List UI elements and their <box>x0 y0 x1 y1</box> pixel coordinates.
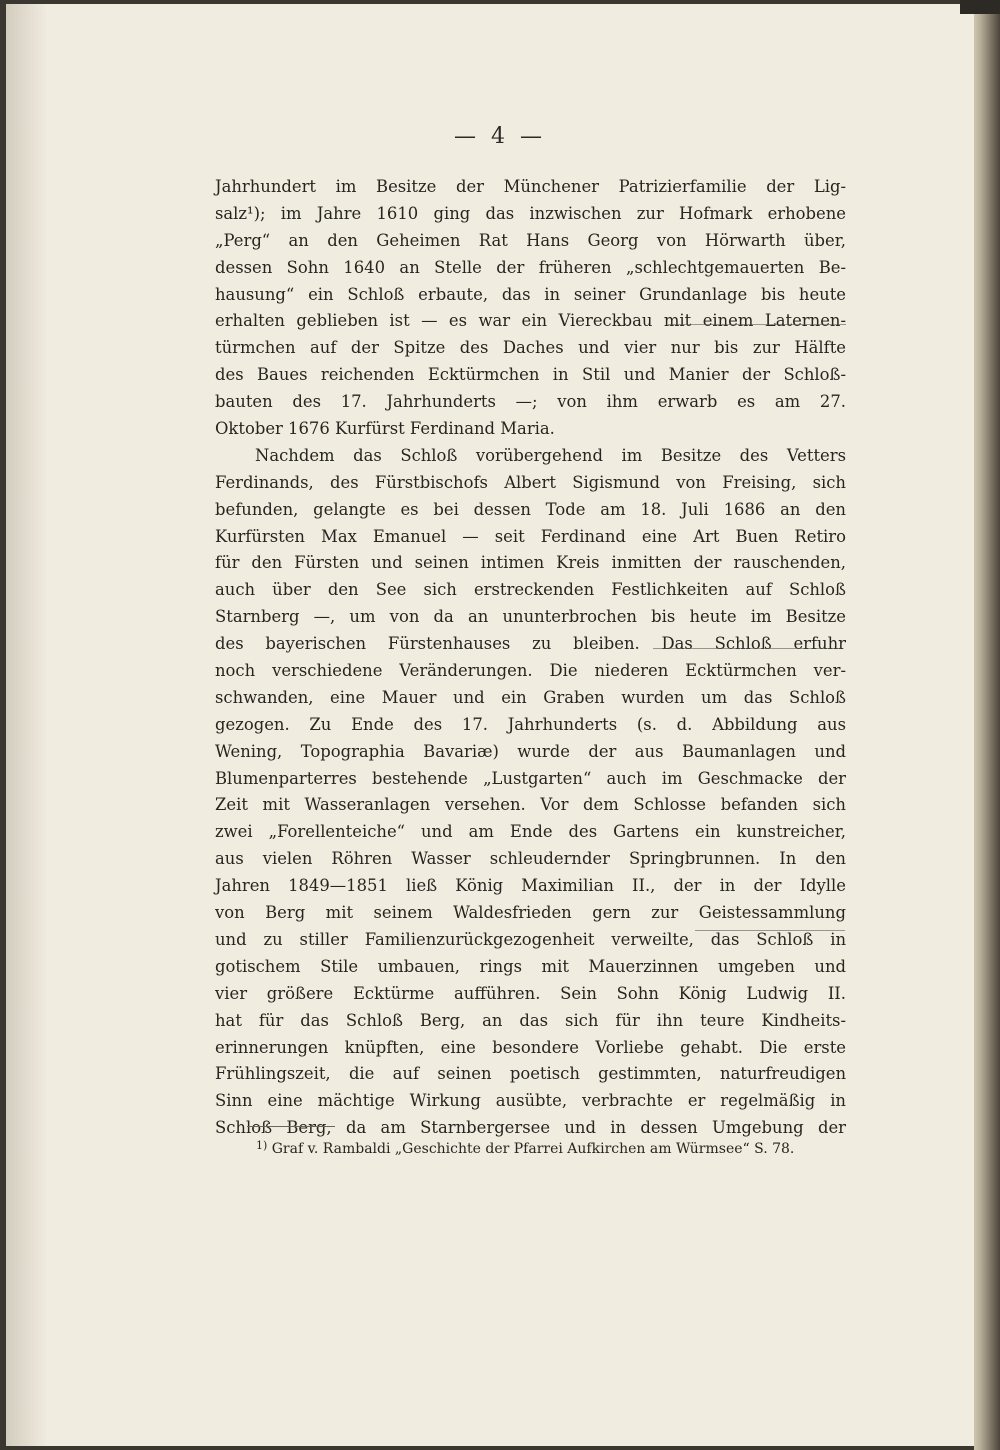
text-line: bauten des 17. Jahrhunderts —; von ihm erwarb es am 27. <box>215 392 846 412</box>
page-number: — 4 — <box>454 124 546 149</box>
text-line: türmchen auf der Spitze des Daches und vier nur bis zur Hälfte <box>215 338 846 358</box>
footnote-rule <box>247 1126 335 1127</box>
text-line: „Perg“ an den Geheimen Rat Hans Georg von Hörwarth über, <box>215 230 846 250</box>
pencil-underline <box>695 930 845 931</box>
text-line: dessen Sohn 1640 an Stelle der früheren „schlechtgemauerten Be- <box>215 257 846 277</box>
text-line: schwanden, eine Mauer und ein Graben wurden um das Schloß <box>215 687 846 707</box>
text-line: auch über den See sich erstreckenden Festlichkeiten auf Schloß <box>215 580 846 600</box>
text-line: gezogen. Zu Ende des 17. Jahrhunderts (s. d. Abbildung aus <box>215 714 846 734</box>
text-line: des bayerischen Fürstenhauses zu bleiben. Das Schloß erfuhr <box>215 634 846 654</box>
text-line: Schloß Berg, da am Starnbergersee und in dessen Umgebung der <box>215 1118 846 1138</box>
footnote <box>256 1138 846 1160</box>
text-line: Wening, Topographia Bavariæ) wurde der aus Baumanlagen und <box>215 741 846 761</box>
pencil-underline <box>653 648 841 649</box>
footnote-text: Graf v. Rambaldi „Geschichte der Pfarrei Aufkirchen am Würmsee“ S. 78. <box>271 1141 795 1157</box>
text-line: Ferdinands, des Fürstbischofs Albert Sigismund von Freising, sich <box>215 472 846 492</box>
text-line: vier größere Ecktürme aufführen. Sein Sohn König Ludwig II. <box>215 983 846 1003</box>
text-line: salz¹); im Jahre 1610 ging das inzwischen zur Hofmark erhobene <box>215 203 846 223</box>
text-line: hat für das Schloß Berg, an das sich für ihn teure Kindheits- <box>215 1010 846 1030</box>
text-line: Oktober 1676 Kurfürst Ferdinand Maria. <box>215 419 555 439</box>
page-corner <box>960 0 1000 14</box>
text-line: und zu stiller Familienzurückgezogenheit verweilte, das Schloß in <box>215 929 846 949</box>
footnote-mark: 1) <box>256 1139 268 1152</box>
page-gutter-shadow <box>6 4 48 1446</box>
text-line: Zeit mit Wasseranlagen versehen. Vor dem Schlosse befanden sich <box>215 795 846 815</box>
text-line: erhalten geblieben ist — es war ein Viereckbau mit einem Laternen- <box>215 311 846 331</box>
text-line: aus vielen Röhren Wasser schleudernder Springbrunnen. In den <box>215 849 846 869</box>
text-line: Frühlingszeit, die auf seinen poetisch gestimmten, naturfreudigen <box>215 1064 846 1084</box>
text-line: erinnerungen knüpften, eine besondere Vorliebe gehabt. Die erste <box>215 1037 846 1057</box>
text-line: Sinn eine mächtige Wirkung ausübte, verbrachte er regelmäßig in <box>215 1091 846 1111</box>
page-edge <box>974 0 1000 1450</box>
text-line: Blumenparterres bestehende „Lustgarten“ auch im Geschmacke der <box>215 768 846 788</box>
text-line: des Baues reichenden Ecktürmchen in Stil und Manier der Schloß- <box>215 365 846 385</box>
pencil-underline <box>668 324 846 325</box>
text-line: hausung“ ein Schloß erbaute, das in seiner Grundanlage bis heute <box>215 284 846 304</box>
text-line: Jahren 1849—1851 ließ König Maximilian II., der in der Idylle <box>215 876 846 896</box>
text-line: von Berg mit seinem Waldesfrieden gern zur Geistessammlung <box>215 903 846 923</box>
text-line: Starnberg —, um von da an ununterbrochen bis heute im Besitze <box>215 607 846 627</box>
text-line: für den Fürsten und seinen intimen Kreis inmitten der rauschenden, <box>215 553 846 573</box>
text-line: Kurfürsten Max Emanuel — seit Ferdinand eine Art Buen Retiro <box>215 526 846 546</box>
text-line: gotischem Stile umbauen, rings mit Mauerzinnen umgeben und <box>215 956 846 976</box>
text-line: Jahrhundert im Besitze der Münchener Patrizierfamilie der Lig- <box>215 177 846 196</box>
main-text <box>215 174 846 1142</box>
text-line: Nachdem das Schloß vorübergehend im Besitze des Vetters <box>255 445 846 465</box>
text-line: zwei „Forellenteiche“ und am Ende des Gartens ein kunstreicher, <box>215 822 846 842</box>
text-line: noch verschiedene Veränderungen. Die niederen Ecktürmchen ver- <box>215 661 846 681</box>
text-line: befunden, gelangte es bei dessen Tode am 18. Juli 1686 an den <box>215 499 846 519</box>
